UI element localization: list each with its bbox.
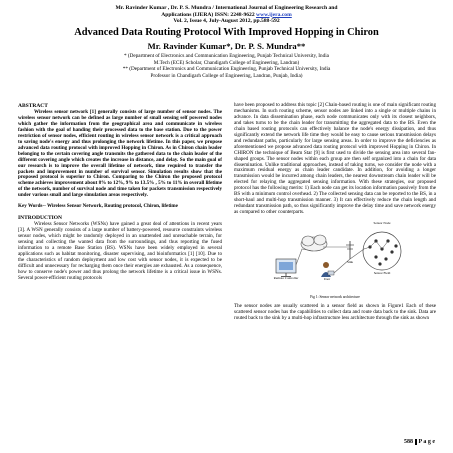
label-sensor-field: Sensor Field (373, 271, 391, 276)
introduction-text: Wireless Sensor Networks (WSNs) have gained a great deal of attentions in recent years [3]. A WSN generally consists of a large number of battery-powered, resource constraints wireless sensor nodes, which might be randomly deployed in an unattended and unreachable terrain, for sensing and collecting the wanted data from the surroundings, and thus reporting the fused information to a remote Base Station (BS). WSNs have been widely employed in several applications such as habitat monitoring, disaster supervising, and bioinformatics [1] [10]. Due to the characteristics of random deployment and low cost with sensor nodes, it is expected to be difficult and unnecessary for recharging them once their energies are exhausted. As a consequence, how to conserve node's power and thus prolong the network lifetime is a critical issue in WSNs. Several power-efficient routing protocols (18, 221, 222, 281)
sink-antenna-icon (346, 241, 354, 259)
keywords: Key Words-- Wireless Sensor Network, Routing protocol, Chiron, lifetime (18, 203, 178, 210)
sensor-network-diagram (268, 219, 408, 295)
sensor-network-figure (268, 219, 408, 295)
running-header-line2 (0, 12, 453, 19)
affiliation-4: Professor in Chandigarh College of Engineering, Landran, Punjab, India) (150, 72, 303, 79)
page-number-value: 588 (404, 439, 413, 445)
label-sensor-node: Sensor Node (373, 221, 391, 226)
abstract-text: Wireless sensor network [1] generally consists of large number of sensor nodes. The wireless sensor network can be defined as large number of small sensing self powered nodes which gather the information from the geographical area and communicate in wireless fashion with the goal of handing their processed data to the base station. Due to the power restriction of sensor nodes, efficient routing in wireless sensor network is a critical approach to saving node's energy and thus prolonging the network lifetime. In this paper, we propose advanced data routing protocol with improved Hopping in Chiron. As in Chiron chain leader belonging to the certain covering angle transmits the gathered data to the chain leader of the different covering angle which creates the increase in distance, and delay. So the main goal of our research is to improve the overall lifetime of network, time required to transfer the packets and improvement in number of survival sensor. Simulation results show that the proposed protocol is superior to Chiron. Comparing to the Chiron the proposed protocol scheme achieves improvement about 8% to 12%, 9% to 13.5% , 5% to 11% in overall lifetime of the network, number of survival node and time taken for packets transmission respectively under various small and large simulation areas respectively. (18, 109, 222, 199)
journal-link[interactable]: www.ijera.com (256, 11, 292, 18)
paper-title: Advanced Data Routing Protocol With Improved Hopping in Chiron (74, 27, 379, 38)
paper-authors: Mr. Ravinder Kumar*, Dr. P. S. Mundra** (147, 41, 306, 51)
introduction-heading: INTRODUCTION (18, 215, 63, 222)
label-sink: Sink (346, 260, 354, 265)
page-label: P a g e (415, 439, 436, 445)
affiliation-2: M.Tech (ECE) Scholar, Chandigarh College of Engineering, Landran) (153, 59, 300, 66)
monitor-icon (276, 259, 296, 277)
user-icon (321, 262, 334, 277)
label-remote-controller: Remote Controller (273, 276, 299, 281)
label-user: User (323, 277, 331, 282)
affiliation-1: * (Department of Electronics and Communication Engineering, Punjab Technical University, India (124, 53, 329, 59)
sensor-field-icon (363, 232, 401, 270)
right-column (234, 103, 436, 322)
right-paragraph-1: have been proposed to address this topic [2] Chain-based routing is one of main significant routing mechanisms. In such routing scheme, sensor nodes are linked into a single or multiple chains in advance. In data dissemination phase, each node communicates only with its closest neighbors, and takes turns to be the chain leader for transmitting the aggregated data to the BS. Even the chain based routing protocols can effectively balance the node's energy dissipation, and thus significantly extend the network life time they would be easy to cause serious transmission delays and redundant paths, particularly for large sensing areas. In order to improve the deficiencies as aforementioned we propose advanced data routing protocol with improved Hopping in Chiron. In CHIRON the technique of Beam Star [9] is first used to divide the sensing area into several fan-shaped groups. The sensor nodes within each group are then self organized into a chain for data dissemination. Unlike traditional approaches, instead of taking turns, we consider the node with a maximum residual energy as chain leader candidate. In addition, for avoiding a longer transmission would be incurred among chain leaders, the nearest downstream chain leader will be elected for relaying the aggregated sensing information. With these strategies, our proposed protocol has the following merits: 1) Each node can get its location information passively from the BS with a minimum control overhead. 2) The collected sensing data can be reported to the BS, in a short-haul and multi-hop transmission manner. 3) It can effectively reduce the chain length and redundant transmission path, so thus significantly improve the delay time and save network energy as compared to other counterparts. (234, 102, 436, 216)
issn-text: Applications (IJERA) ISSN: 2248-9622 (161, 11, 257, 18)
right-paragraph-2: The sensor nodes are usually scattered in a sensor field as shown in Figure1 Each of these scattered sensor nodes has the capabilities to collect data and route data back to the sink. Data are routed back to the sink by a multi-hop infrastructure less architecture through the sink as shown (234, 303, 436, 322)
page-number (404, 439, 435, 446)
cloud-icon (301, 235, 327, 251)
left-column (18, 103, 222, 282)
affiliation-3: ** (Department of Electronics and Communication Engineering, Punjab Technical University, India (122, 66, 331, 72)
figure-caption: Fig 1: Sensor network architecture (310, 295, 360, 300)
running-header-line1: Mr. Ravinder Kumar , Dr. P. S. Mundra / International Journal of Engineering Research and (115, 5, 338, 11)
link-lines (296, 247, 364, 273)
running-header-line3: Vol. 2, Issue 4, July-August 2012, pp.588-592 (173, 18, 280, 25)
abstract-heading: ABSTRACT (18, 103, 48, 109)
